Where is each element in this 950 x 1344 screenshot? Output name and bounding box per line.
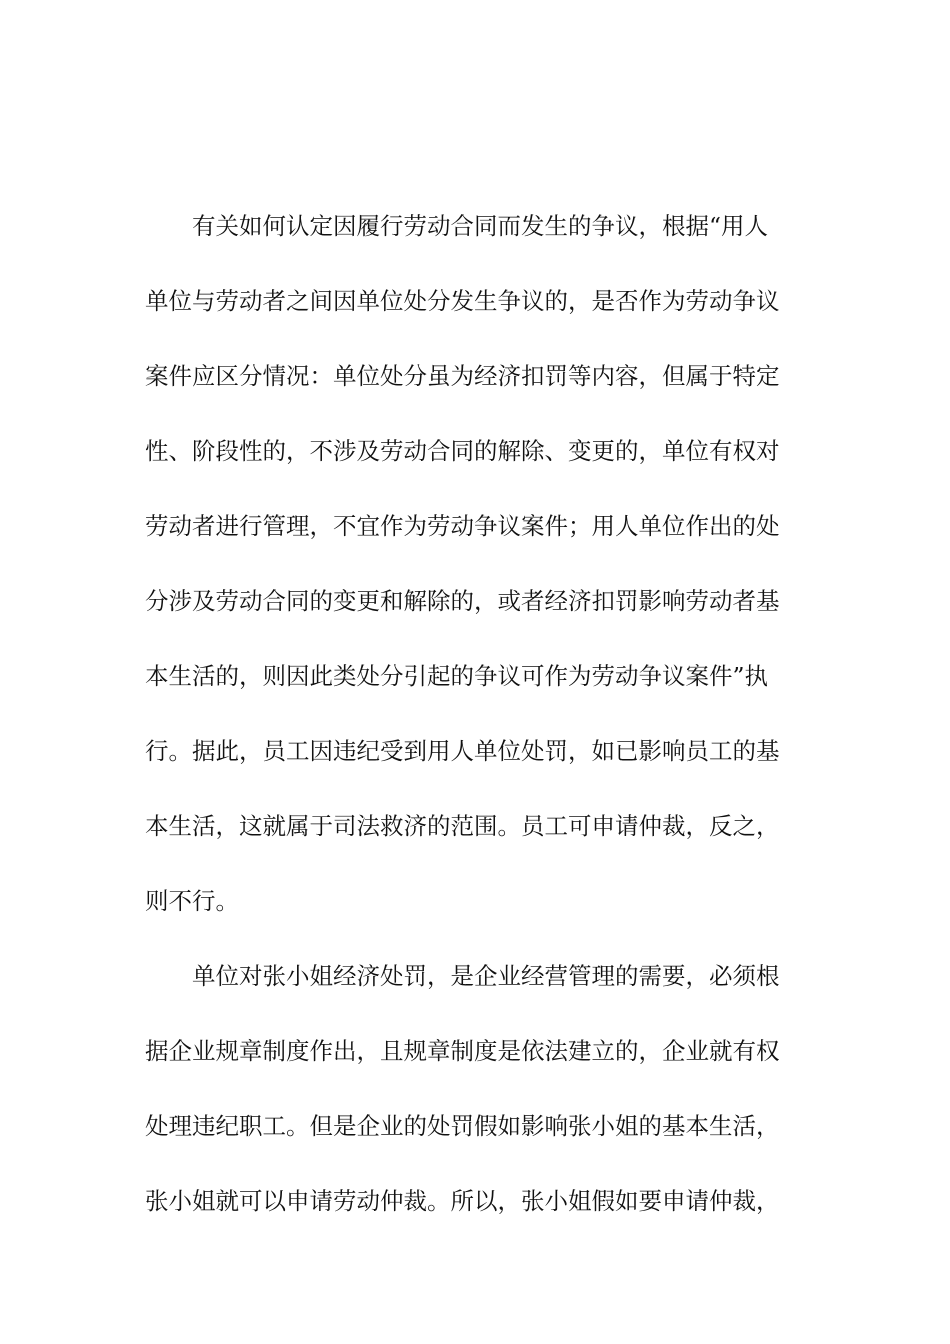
- text-line: 张小姐就可以申请劳动仲裁。所以，张小姐假如要申请仲裁，: [145, 1187, 780, 1215]
- document-body: [145, 207, 805, 1257]
- text-line: 分涉及劳动合同的变更和解除的，或者经济扣罚影响劳动者基: [145, 587, 780, 615]
- text-line: 单位与劳动者之间因单位处分发生争议的，是否作为劳动争议: [145, 287, 780, 315]
- text-line: 案件应区分情况：单位处分虽为经济扣罚等内容，但属于特定: [145, 362, 780, 390]
- text-line: 则不行。: [145, 887, 239, 915]
- text-line: 行。据此，员工因违纪受到用人单位处罚，如已影响员工的基: [145, 737, 780, 765]
- text-line: 处理违纪职工。但是企业的处罚假如影响张小姐的基本生活，: [145, 1112, 780, 1140]
- text-line: 本生活，这就属于司法救济的范围。员工可申请仲裁，反之，: [145, 812, 780, 840]
- paragraph-2: [145, 957, 805, 1257]
- text-line: 性、阶段性的，不涉及劳动合同的解除、变更的，单位有权对: [145, 437, 780, 465]
- text-line: 劳动者进行管理，不宜作为劳动争议案件；用人单位作出的处: [145, 512, 780, 540]
- paragraph-1: [145, 207, 805, 957]
- text-line: 本生活的，则因此类处分引起的争议可作为劳动争议案件”执: [145, 662, 769, 690]
- text-line: 单位对张小姐经济处罚，是企业经营管理的需要，必须根: [192, 962, 780, 990]
- text-line: 有关如何认定因履行劳动合同而发生的争议，根据“用人: [192, 212, 769, 240]
- text-line: 据企业规章制度作出，且规章制度是依法建立的，企业就有权: [145, 1037, 780, 1065]
